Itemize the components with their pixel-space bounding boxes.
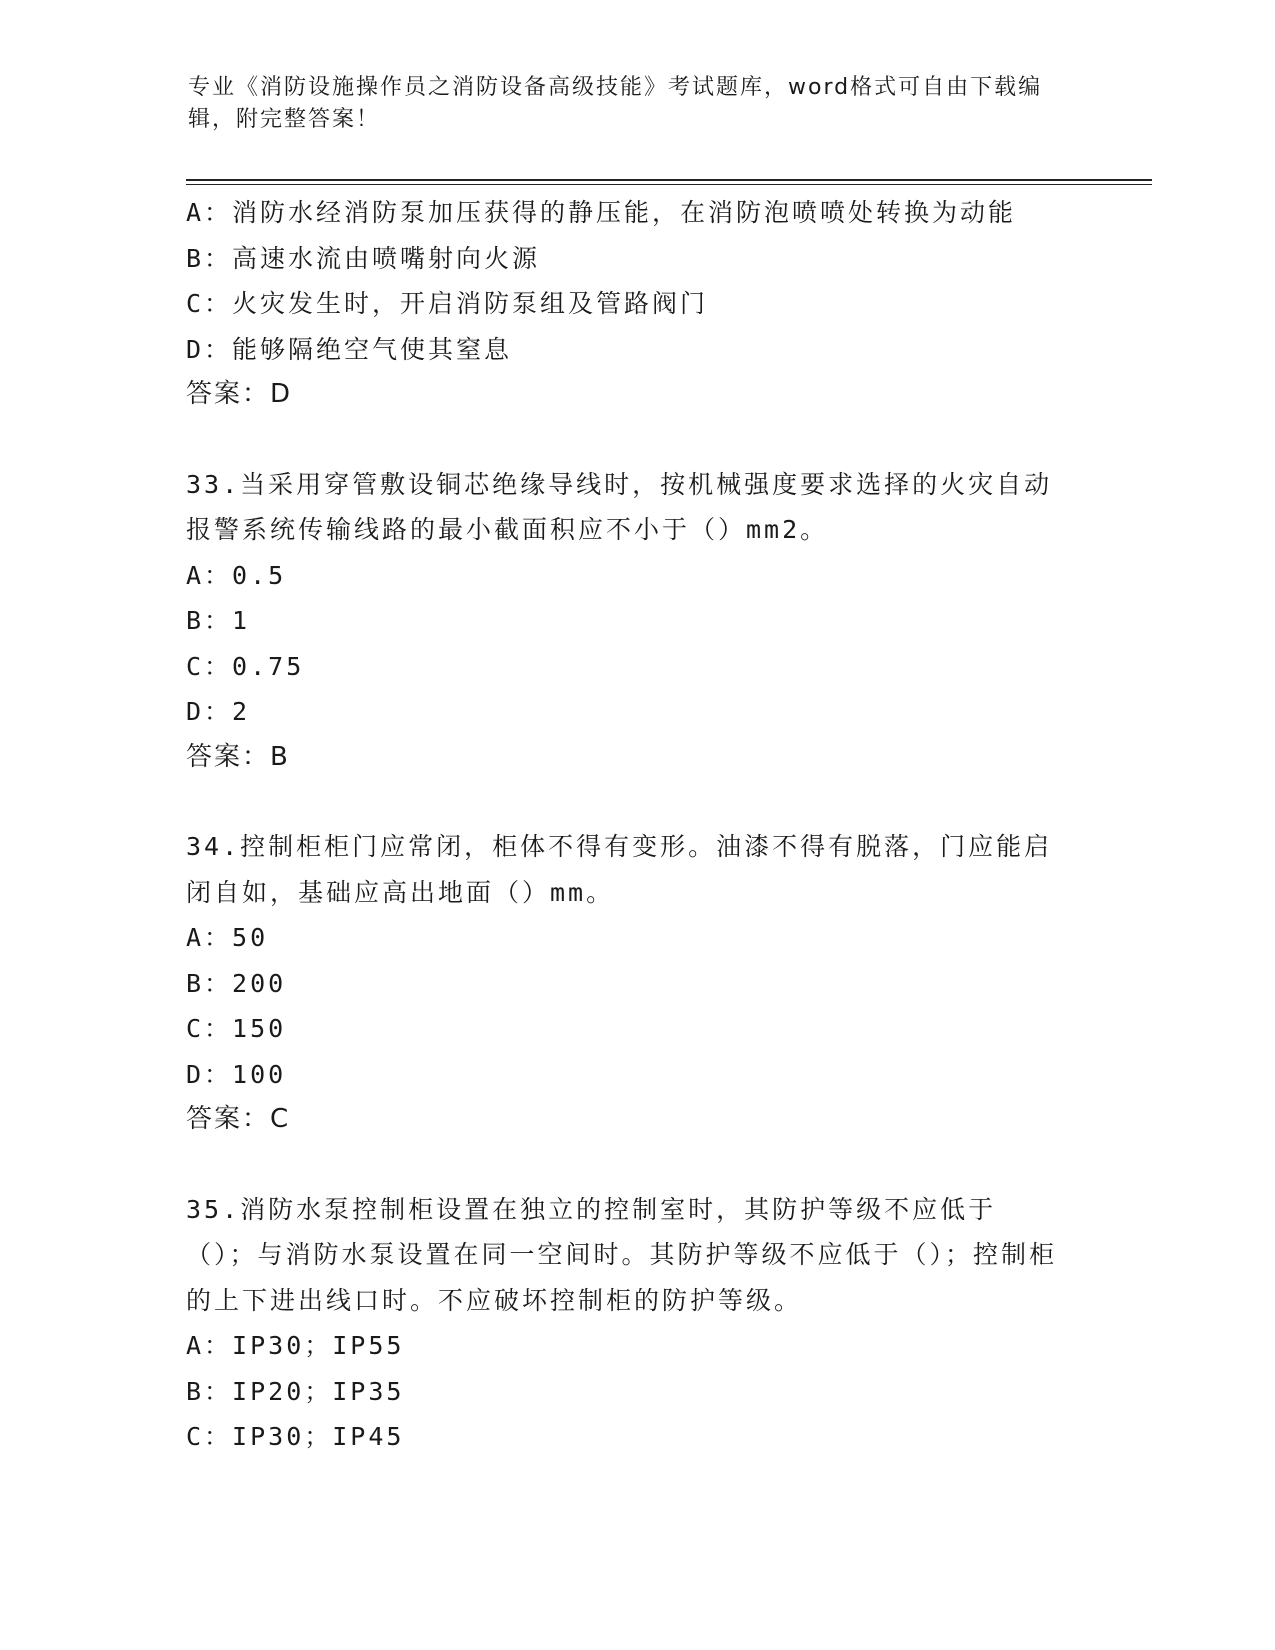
question-text: 33.当采用穿管敷设铜芯绝缘导线时，按机械强度要求选择的火灾自动报警系统传输线路的最小截面积应不小于（）mm2。 <box>186 469 1053 544</box>
option-b: B：200 <box>186 968 287 998</box>
option-d: D：能够隔绝空气使其窒息 <box>186 334 513 364</box>
option-a: A：消防水经消防泵加压获得的静压能，在消防泡喷喷处转换为动能 <box>186 198 1017 227</box>
question-34 <box>186 824 1086 1143</box>
option-c: C：150 <box>186 1014 287 1043</box>
question-35 <box>186 1187 1086 1460</box>
option-b: B：高速水流由喷嘴射向火源 <box>186 243 541 273</box>
question-33 <box>186 462 1086 781</box>
prev-question-answer: 答案：D <box>186 379 293 409</box>
question-answer: 答案：B <box>186 741 290 772</box>
option-c: C：0.75 <box>186 651 305 681</box>
header-rule-thin <box>186 184 1152 185</box>
option-a: A：50 <box>186 923 269 952</box>
prev-question-options <box>186 190 1086 372</box>
option-c: C：火灾发生时，开启消防泵组及管路阀门 <box>186 289 709 318</box>
question-text: 35.消防水泵控制柜设置在独立的控制室时，其防护等级不应低于（）；与消防水泵设置在同一空间时。其防护等级不应低于（）；控制柜的上下进出线口时。不应破坏控制柜的防护等级。 <box>186 1194 1058 1315</box>
option-d: D：2 <box>186 697 251 726</box>
option-a: A：0.5 <box>186 560 287 590</box>
option-d: D：100 <box>186 1059 287 1089</box>
option-c: C：IP30；IP45 <box>186 1422 405 1451</box>
option-b: B：1 <box>186 606 251 635</box>
option-b: B：IP20；IP35 <box>186 1376 405 1406</box>
option-a: A：IP30；IP55 <box>186 1331 405 1360</box>
document-header: 专业《消防设施操作员之消防设备高级技能》考试题库，word格式可自由下载编辑，附完整答案！ <box>188 75 1043 132</box>
document-body <box>186 190 1086 1460</box>
question-answer: 答案：C <box>186 1104 291 1134</box>
question-text: 34.控制柜柜门应常闭，柜体不得有变形。油漆不得有脱落，门应能启闭自如，基础应高出地面（）mm。 <box>186 832 1053 907</box>
header-rule-thick <box>186 179 1152 181</box>
